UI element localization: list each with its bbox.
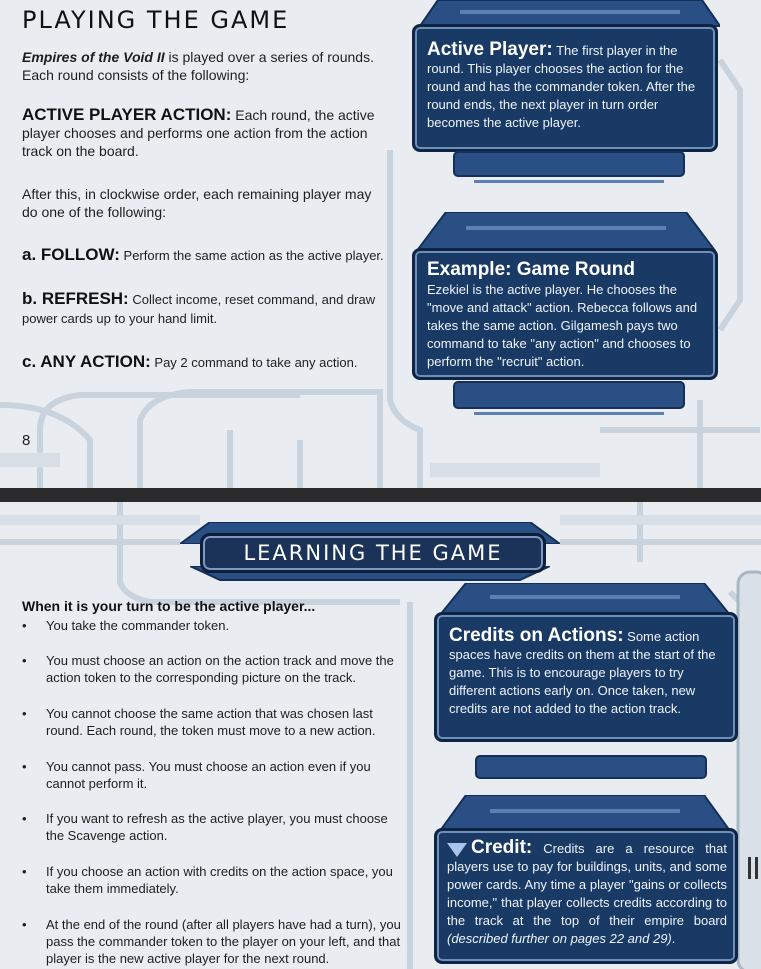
bullet-text: You take the commander token. xyxy=(46,618,230,633)
panel-example-bottom-cap xyxy=(424,380,714,420)
bullet-text: You must choose an action on the action track and move the action token to the corresponding picture on the track. xyxy=(46,653,394,685)
list-item xyxy=(22,863,402,899)
bullet-dot: • xyxy=(22,759,27,774)
after-paragraph: After this, in clockwise order, each remaining player may do one of the following: xyxy=(22,186,372,220)
banner-title: LEARNING THE GAME xyxy=(243,541,503,565)
page-divider xyxy=(0,488,761,502)
option-refresh xyxy=(22,290,384,328)
list-item xyxy=(22,617,402,637)
bullet-text: You cannot pass. You must choose an action even if you cannot perform it. xyxy=(46,759,371,791)
option-c-text: Pay 2 command to take any action. xyxy=(150,355,358,370)
triangle-down-icon xyxy=(447,843,467,857)
intro-text: is played over a series of rounds. Each round consists of the following: xyxy=(22,49,374,83)
bullet-text: If you choose an action with credits on the action space, you take them immediately. xyxy=(46,864,393,896)
option-b-lead: b. REFRESH: xyxy=(22,289,129,308)
list-item xyxy=(22,810,402,846)
active-action-lead: ACTIVE PLAYER ACTION: xyxy=(22,105,232,124)
panel-credits-bottom-cap xyxy=(446,754,736,784)
panel-example xyxy=(412,248,718,380)
panel-credit xyxy=(434,828,738,964)
panel-credit-end: . xyxy=(671,931,676,946)
page-number: 8 xyxy=(22,432,31,449)
panel-active-content xyxy=(427,41,707,132)
panel-credits-title: Credits on Actions: xyxy=(449,625,624,646)
option-any-action xyxy=(22,353,384,372)
panel-bottom-cap xyxy=(424,150,714,190)
panel-credit-text: Credits are a resource that players use to pay for buildings, units, and some power cards. Any time a player "gains or collects income," that player collects credits according to the track at the top of their empire board xyxy=(447,841,727,928)
bullet-text: If you want to refresh as the active player, you must choose the Scavenge action. xyxy=(46,811,388,843)
option-a-text: Perform the same action as the active player. xyxy=(119,248,384,263)
bullet-text: At the end of the round (after all players have had a turn), you pass the commander token to the player on your left, and that player is the new active player for the next round. xyxy=(46,917,401,966)
active-action-text: Each round, the active player chooses and performs one action from the action track on the board. xyxy=(22,107,375,159)
option-follow xyxy=(22,246,384,265)
panel-credit-title: Credit: xyxy=(471,837,533,858)
panel-active-title: Active Player: xyxy=(427,39,553,60)
bullet-dot: • xyxy=(22,811,27,826)
bullet-dot: • xyxy=(22,917,27,932)
panel-credit-reference: (described further on pages 22 and 29) xyxy=(447,931,672,946)
panel-credits-on-actions xyxy=(434,612,738,742)
bullet-heading: When it is your turn to be the active player... xyxy=(22,598,316,614)
panel-credits-text: Some action spaces have credits on them at the start of the game. This is to encourage players to try different actions early on. Once taken, new credits are not added to the action track. xyxy=(449,629,716,716)
list-item xyxy=(22,916,402,968)
panel-example-text: Ezekiel is the active player. He chooses the "move and attack" action. Rebecca follows and takes the same action. Gilgamesh pays two command to take "any action" and chooses to perform the "recruit" action. xyxy=(427,282,698,369)
panel-active-text: The first player in the round. This player chooses the action for the round and has the commander token. After the round ends, the next player in turn order becomes the active player. xyxy=(427,43,696,130)
section-banner xyxy=(200,533,546,573)
game-name: Empires of the Void II xyxy=(22,49,165,65)
panel-example-content xyxy=(427,259,707,371)
panel-credits-content xyxy=(449,627,725,718)
list-item xyxy=(22,758,402,794)
page-title: PLAYING THE GAME xyxy=(22,6,290,34)
option-c-lead: c. ANY ACTION: xyxy=(22,352,151,371)
panel-credit-content xyxy=(447,839,727,948)
panel-example-top-cap xyxy=(416,212,716,252)
list-item xyxy=(22,705,402,741)
bullet-text: You cannot choose the same action that was chosen last round. Each round, the token must move to a new action. xyxy=(46,706,376,738)
bullet-dot: • xyxy=(22,864,27,879)
list-item xyxy=(22,652,402,688)
panel-example-title: Example: Game Round xyxy=(427,259,635,280)
option-b-text: Collect income, reset command, and draw power cards up to your hand limit. xyxy=(22,292,376,326)
panel-credit-top-cap xyxy=(440,795,730,831)
bullet-dot: • xyxy=(22,618,27,633)
panel-active-player xyxy=(412,24,718,152)
panel-credits-top-cap xyxy=(440,583,730,615)
bullet-dot: • xyxy=(22,706,27,721)
active-action-paragraph xyxy=(22,106,384,160)
intro-paragraph xyxy=(22,48,384,84)
bullet-dot: • xyxy=(22,653,27,668)
option-a-lead: a. FOLLOW: xyxy=(22,245,120,264)
